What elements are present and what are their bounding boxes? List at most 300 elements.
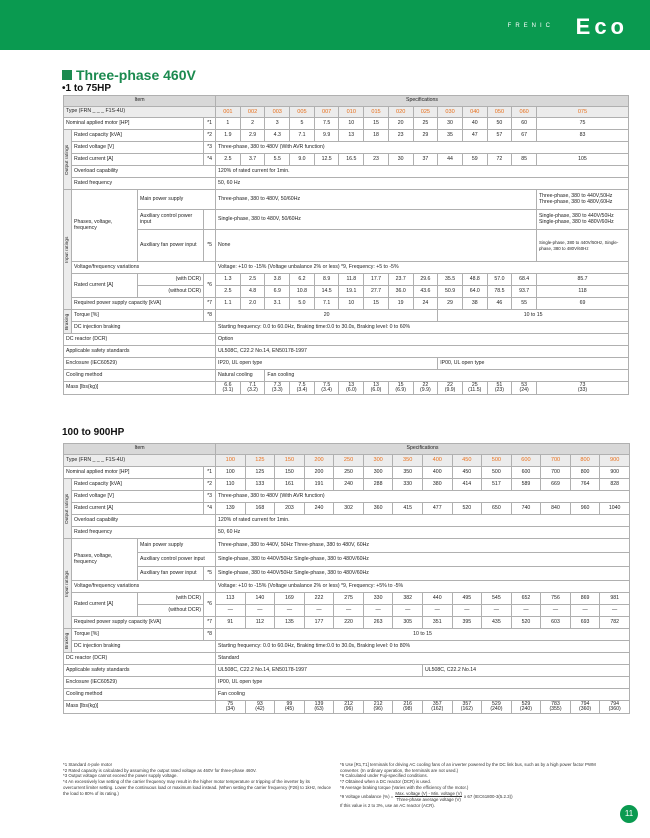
table-cell: Required power supply capacity [kVA] bbox=[72, 298, 204, 310]
output-ratings-label: Output ratings bbox=[64, 130, 72, 190]
table-cell: 3.7 bbox=[240, 154, 265, 166]
table-cell: *7 bbox=[204, 298, 216, 310]
table-cell: 7.5 bbox=[314, 118, 339, 130]
table-cell: 840 bbox=[541, 503, 571, 515]
table-cell: 57.0 bbox=[487, 274, 512, 286]
spec-table-1-75hp bbox=[63, 95, 629, 395]
table-cell: 005 bbox=[290, 107, 315, 118]
table-cell: 85 bbox=[512, 154, 537, 166]
mass-cell: 22 (9.9) bbox=[438, 382, 463, 395]
table-cell: Torque [%] bbox=[72, 629, 204, 641]
table-cell: 93.7 bbox=[512, 286, 537, 298]
table-cell: 25 bbox=[413, 118, 438, 130]
table-cell: 351 bbox=[422, 617, 452, 629]
mass-cell: 75 (34) bbox=[216, 701, 246, 714]
table-cell: 007 bbox=[314, 107, 339, 118]
table-cell: Single-phase, 380 to 440V/50Hz Single-phase, 380 to 480V/60Hz bbox=[216, 553, 630, 567]
mass-cell: 93 (42) bbox=[245, 701, 275, 714]
table-cell: 240 bbox=[304, 503, 334, 515]
table-cell: 5.5 bbox=[265, 154, 290, 166]
table-cell: 250 bbox=[334, 467, 364, 479]
table-cell: 010 bbox=[339, 107, 364, 118]
table-cell: 600 bbox=[511, 467, 541, 479]
table-cell: Rated current [A] bbox=[72, 593, 138, 617]
table-cell: — bbox=[334, 605, 364, 617]
table-cell: Option bbox=[216, 334, 629, 346]
table-cell: 669 bbox=[541, 479, 571, 491]
table-cell: 5 bbox=[290, 118, 315, 130]
table-cell: *2 bbox=[204, 130, 216, 142]
table-cell: DC reactor (DCR) bbox=[64, 334, 216, 346]
table-cell: 23 bbox=[364, 154, 389, 166]
table-cell: 9.0 bbox=[290, 154, 315, 166]
table-cell: 415 bbox=[393, 503, 423, 515]
mass-cell: 7.1 (3.2) bbox=[240, 382, 265, 395]
table-cell: 72 bbox=[487, 154, 512, 166]
table-cell: 350 bbox=[393, 467, 423, 479]
table-cell: 50, 60 Hz bbox=[216, 178, 629, 190]
table-cell: 120% of rated current for 1min. bbox=[216, 166, 629, 178]
table-cell: (without DCR) bbox=[138, 286, 204, 298]
table-cell: *1 bbox=[204, 118, 216, 130]
table-cell: Overload capability bbox=[72, 515, 216, 527]
table-cell: DC injection braking bbox=[72, 641, 216, 653]
input-ratings-label: Input ratings bbox=[64, 190, 72, 310]
table-cell: 981 bbox=[600, 593, 630, 605]
table-cell: Phases, voltage, frequency bbox=[72, 539, 138, 581]
table-cell: Three-phase, 380 to 440V,50Hz Three-phase, 380 to 480V,60Hz bbox=[536, 190, 628, 210]
table-cell: DC injection braking bbox=[72, 322, 216, 334]
table-cell: 29.6 bbox=[413, 274, 438, 286]
table-cell: 4.8 bbox=[240, 286, 265, 298]
table-cell: 125 bbox=[245, 467, 275, 479]
mass-cell: 529 (240) bbox=[482, 701, 512, 714]
table-cell: Phases, voltage, frequency bbox=[72, 190, 138, 262]
table-cell: (without DCR) bbox=[138, 605, 204, 617]
table-cell: — bbox=[600, 605, 630, 617]
table-cell: 125 bbox=[245, 455, 275, 467]
item-header: Item bbox=[64, 96, 216, 107]
table-cell: 20 bbox=[216, 310, 438, 322]
table-cell: Main power supply bbox=[138, 190, 216, 210]
table-cell: 85.7 bbox=[536, 274, 628, 286]
mass-cell: 73 (33) bbox=[536, 382, 628, 395]
table-cell: *2 bbox=[204, 479, 216, 491]
table-cell: 135 bbox=[275, 617, 305, 629]
table-cell: *6 bbox=[204, 274, 216, 298]
table-cell: Voltage/frequency variations bbox=[72, 581, 216, 593]
table-cell: 960 bbox=[570, 503, 600, 515]
table-cell: 001 bbox=[216, 107, 241, 118]
table-cell: 030 bbox=[438, 107, 463, 118]
table-cell: 500 bbox=[482, 455, 512, 467]
table-cell: Natural cooling bbox=[216, 370, 265, 382]
page-title: Three-phase 460V bbox=[62, 67, 196, 83]
table-cell: *5 bbox=[204, 567, 216, 581]
table-cell: 1.3 bbox=[216, 274, 241, 286]
table-cell: 50 bbox=[487, 118, 512, 130]
table-cell: 6.2 bbox=[290, 274, 315, 286]
table-cell: 350 bbox=[393, 455, 423, 467]
table-cell: 545 bbox=[482, 593, 512, 605]
table-cell: Single-phase, 380 to 440V/50Hz Single-phase, 380 to 480V/60Hz bbox=[536, 210, 628, 230]
table-cell: Torque [%] bbox=[72, 310, 204, 322]
table-cell: 20 bbox=[388, 118, 413, 130]
table-cell: 477 bbox=[422, 503, 452, 515]
table-cell: 414 bbox=[452, 479, 482, 491]
table-cell: 800 bbox=[570, 455, 600, 467]
table-cell: 2.5 bbox=[216, 286, 241, 298]
table-cell: Three-phase, 380 to 440V, 50Hz Three-phase, 380 to 480V, 60Hz bbox=[216, 539, 630, 553]
table-cell: Nominal applied motor [HP] bbox=[64, 467, 204, 479]
table-cell: 1 bbox=[216, 118, 241, 130]
table-cell: 380 bbox=[422, 479, 452, 491]
table-cell: Rated capacity [kVA] bbox=[72, 130, 204, 142]
table-cell: Required power supply capacity [kVA] bbox=[72, 617, 204, 629]
type-label: Type (FRN _ _ _ F1S-4U) bbox=[64, 107, 216, 118]
table-cell: 83 bbox=[536, 130, 628, 142]
table-cell: 191 bbox=[304, 479, 334, 491]
table-cell: 57 bbox=[487, 130, 512, 142]
table-cell: 10.8 bbox=[290, 286, 315, 298]
section2-subtitle: 100 to 900HP bbox=[62, 427, 125, 438]
table-cell: 450 bbox=[452, 467, 482, 479]
table-cell: 900 bbox=[600, 455, 630, 467]
table-cell: 400 bbox=[422, 467, 452, 479]
table-cell: 2.5 bbox=[216, 154, 241, 166]
table-cell: 47 bbox=[462, 130, 487, 142]
table-cell: 23.7 bbox=[388, 274, 413, 286]
table-cell: 19.1 bbox=[339, 286, 364, 298]
table-cell: Rated current [A] bbox=[72, 503, 204, 515]
table-cell: Enclosure (IEC60529) bbox=[64, 358, 216, 370]
table-cell: 782 bbox=[600, 617, 630, 629]
table-cell: 305 bbox=[393, 617, 423, 629]
table-cell: 140 bbox=[245, 593, 275, 605]
table-cell: 133 bbox=[245, 479, 275, 491]
table-cell: 118 bbox=[536, 286, 628, 298]
table-cell: 169 bbox=[275, 593, 305, 605]
table-cell: Type (FRN _ _ _ F1S-4U) bbox=[64, 455, 216, 467]
table-cell: 35 bbox=[438, 130, 463, 142]
table-cell: 435 bbox=[482, 617, 512, 629]
table-cell: *1 bbox=[204, 467, 216, 479]
table-cell: IP00, UL open type bbox=[216, 677, 630, 689]
table-cell: *5 bbox=[204, 230, 216, 262]
table-cell: 40 bbox=[462, 118, 487, 130]
table-cell: (with DCR) bbox=[138, 593, 204, 605]
table-cell: Applicable safety standards bbox=[64, 665, 216, 677]
table-cell: 55 bbox=[512, 298, 537, 310]
table-cell: UL508C, C22.2 No.14, EN50178-1997 bbox=[216, 665, 423, 677]
table-cell: 177 bbox=[304, 617, 334, 629]
table-cell: — bbox=[422, 605, 452, 617]
table-cell: *8 bbox=[204, 629, 216, 641]
mass-cell: 15 (6.9) bbox=[388, 382, 413, 395]
table-cell: *3 bbox=[204, 491, 216, 503]
table-cell: (with DCR) bbox=[138, 274, 204, 286]
table-cell: Specifications bbox=[216, 444, 630, 455]
table-cell: 330 bbox=[363, 593, 393, 605]
table-cell: 13 bbox=[339, 130, 364, 142]
table-cell: 395 bbox=[452, 617, 482, 629]
table-cell: 275 bbox=[334, 593, 364, 605]
table-cell: 050 bbox=[487, 107, 512, 118]
table-cell: 1040 bbox=[600, 503, 630, 515]
mass-cell: 357 (162) bbox=[422, 701, 452, 714]
table-cell: 91 bbox=[216, 617, 246, 629]
table-cell: None bbox=[216, 230, 537, 262]
table-cell: 200 bbox=[304, 467, 334, 479]
table-cell: 27.7 bbox=[364, 286, 389, 298]
table-cell: 7.1 bbox=[314, 298, 339, 310]
table-cell: 900 bbox=[600, 467, 630, 479]
table-cell: 139 bbox=[216, 503, 246, 515]
table-cell: 150 bbox=[275, 467, 305, 479]
table-cell: Input ratings bbox=[64, 539, 72, 629]
mass-cell: 51 (23) bbox=[487, 382, 512, 395]
table-cell: DC reactor (DCR) bbox=[64, 653, 216, 665]
mass-cell: 7.5 (3.4) bbox=[314, 382, 339, 395]
page-number: 11 bbox=[620, 805, 638, 823]
table-cell: 23 bbox=[388, 130, 413, 142]
section1-subtitle: •1 to 75HP bbox=[62, 83, 112, 94]
table-cell: — bbox=[245, 605, 275, 617]
table-cell: 360 bbox=[363, 503, 393, 515]
table-cell: 015 bbox=[364, 107, 389, 118]
table-cell: 5.0 bbox=[290, 298, 315, 310]
mass-cell: 7.5 (3.4) bbox=[290, 382, 315, 395]
table-cell: 693 bbox=[570, 617, 600, 629]
table-cell: *4 bbox=[204, 154, 216, 166]
brand-logo: Eco bbox=[575, 14, 628, 39]
table-cell: Rated frequency bbox=[72, 178, 216, 190]
table-cell: 24 bbox=[413, 298, 438, 310]
table-cell: 50, 60 Hz bbox=[216, 527, 630, 539]
table-cell: 220 bbox=[334, 617, 364, 629]
mass-cell: 13 (6.0) bbox=[364, 382, 389, 395]
table-cell: Auxiliary fan power input bbox=[138, 567, 204, 581]
table-cell: Voltage/frequency variations bbox=[72, 262, 216, 274]
mass-cell: 99 (45) bbox=[275, 701, 305, 714]
table-cell: 46 bbox=[487, 298, 512, 310]
mass-cell: 357 (162) bbox=[452, 701, 482, 714]
table-cell: Three-phase, 380 to 480V, 50/60Hz bbox=[216, 190, 537, 210]
mass-cell: 139 (63) bbox=[304, 701, 334, 714]
footnotes-left: *1 Standard 4-pole motor *2 Rated capacity is calculated by assuming the output rated voltage as 460V for three-phase 460V. *3 Output voltage cannot exceed the power supply voltage. *4 An excessively low setting of the carrier frequency may result in the higher motor temperature or tripping of the inverter by its overcurrent limiter setting. Lower the continuous load or maximum load instead. (When setting the carrier frequency (F26) to 1kHz, reduce the load to 80% of its rating.) bbox=[63, 762, 331, 796]
table-cell: — bbox=[570, 605, 600, 617]
table-cell: 168 bbox=[245, 503, 275, 515]
mass-cell: 22 (9.9) bbox=[413, 382, 438, 395]
table-cell: 600 bbox=[511, 455, 541, 467]
table-cell: Main power supply bbox=[138, 539, 216, 553]
table-cell: 060 bbox=[512, 107, 537, 118]
table-cell: 12.5 bbox=[314, 154, 339, 166]
table-cell: 17.7 bbox=[364, 274, 389, 286]
table-cell: 67 bbox=[512, 130, 537, 142]
table-cell: 11.8 bbox=[339, 274, 364, 286]
table-cell: 100 bbox=[216, 455, 246, 467]
table-cell: 440 bbox=[422, 593, 452, 605]
table-cell: 302 bbox=[334, 503, 364, 515]
table-cell: Fan cooling bbox=[265, 370, 629, 382]
table-cell: 29 bbox=[438, 298, 463, 310]
table-cell: — bbox=[304, 605, 334, 617]
table-cell: Mass [lbs(kg)] bbox=[64, 701, 216, 714]
footnotes-right: *5 Use [R1,T1] terminals for driving AC cooling fans of an inverter powered by the DC link bus, such as by a high power factor PWM converter. (In ordinary operation, the terminals are not used.) *6 Calculated under Fuji-specified conditions. *7 Obtained when a DC reactor (DCR) is used. *8 Average braking torque (Varies with the efficiency of the motor.) *9 Voltage unbalance (%) = Max. voltage (V) - Min. voltage (V) Three-phase average voltage (V) x 67 (IEC61800-3(5.2.3)) If this value is 2 to 3%, use an AC reactor (ACR). bbox=[340, 762, 596, 809]
table-cell: 700 bbox=[541, 455, 571, 467]
table-cell: 19 bbox=[388, 298, 413, 310]
table-cell: 300 bbox=[363, 467, 393, 479]
table-cell: Auxiliary fan power input bbox=[138, 230, 204, 262]
spec-table-100-900hp bbox=[63, 443, 630, 714]
table-cell: IP20, UL open type bbox=[216, 358, 438, 370]
table-cell: 15 bbox=[364, 298, 389, 310]
table-cell: 37 bbox=[413, 154, 438, 166]
table-cell: Standard bbox=[216, 653, 630, 665]
table-cell: Auxiliary control power input bbox=[138, 553, 216, 567]
table-cell: 756 bbox=[541, 593, 571, 605]
table-cell: 100 bbox=[216, 467, 246, 479]
table-cell: 10 bbox=[339, 298, 364, 310]
table-cell: — bbox=[482, 605, 512, 617]
motor-label: Nominal applied motor [HP] bbox=[64, 118, 204, 130]
table-cell: 2.5 bbox=[240, 274, 265, 286]
table-cell: 14.5 bbox=[314, 286, 339, 298]
table-cell: 003 bbox=[265, 107, 290, 118]
table-cell: 36.0 bbox=[388, 286, 413, 298]
table-cell: Fan cooling bbox=[216, 689, 630, 701]
table-cell: *3 bbox=[204, 142, 216, 154]
table-cell: 250 bbox=[334, 455, 364, 467]
table-cell: Rated current [A] bbox=[72, 274, 138, 298]
mass-cell: 7.3 (3.3) bbox=[265, 382, 290, 395]
table-cell: Single-phase, 380 to 440V/50Hz Single-phase, 380 to 480V/60Hz bbox=[216, 567, 630, 581]
table-cell: 2.0 bbox=[240, 298, 265, 310]
table-cell: Cooling method bbox=[64, 370, 216, 382]
table-cell: 382 bbox=[393, 593, 423, 605]
table-cell: Starting frequency: 0.0 to 60.0Hz, Braking time:0.0 to 30.0s, Braking level: 0 to 60% bbox=[216, 322, 629, 334]
table-cell: IP00, UL open type bbox=[438, 358, 629, 370]
table-cell: 203 bbox=[275, 503, 305, 515]
table-cell: 9.9 bbox=[314, 130, 339, 142]
table-cell: *8 bbox=[204, 310, 216, 322]
table-cell: — bbox=[452, 605, 482, 617]
table-cell: 200 bbox=[304, 455, 334, 467]
table-cell: 8.9 bbox=[314, 274, 339, 286]
table-cell: 6.9 bbox=[265, 286, 290, 298]
table-cell: 300 bbox=[363, 455, 393, 467]
table-cell: 520 bbox=[511, 617, 541, 629]
table-cell: Rated voltage [V] bbox=[72, 142, 204, 154]
table-cell: 29 bbox=[413, 130, 438, 142]
table-cell: Three-phase, 380 to 480V (With AVR function) bbox=[216, 142, 629, 154]
table-cell: 2.9 bbox=[240, 130, 265, 142]
table-cell: Single-phase, 380 to 480V, 50/60Hz bbox=[216, 210, 537, 230]
table-cell: 1.1 bbox=[216, 298, 241, 310]
table-cell: — bbox=[511, 605, 541, 617]
table-cell: 10 bbox=[339, 118, 364, 130]
table-cell: Rated frequency bbox=[72, 527, 216, 539]
table-cell: 517 bbox=[482, 479, 512, 491]
table-cell: Braking bbox=[64, 629, 72, 653]
table-cell: 44 bbox=[438, 154, 463, 166]
brand-small: FRENIC bbox=[507, 23, 554, 29]
table-cell: 50.9 bbox=[438, 286, 463, 298]
table-cell bbox=[204, 210, 216, 230]
table-cell: 18 bbox=[364, 130, 389, 142]
table-cell: 60 bbox=[512, 118, 537, 130]
table-cell: 520 bbox=[452, 503, 482, 515]
table-cell: Enclosure (IEC60529) bbox=[64, 677, 216, 689]
table-cell: 68.4 bbox=[512, 274, 537, 286]
table-cell: 64.0 bbox=[462, 286, 487, 298]
mass-cell: 794 (360) bbox=[600, 701, 630, 714]
table-cell: 2 bbox=[240, 118, 265, 130]
table-cell: 828 bbox=[600, 479, 630, 491]
table-cell: Cooling method bbox=[64, 689, 216, 701]
mass-cell: 216 (98) bbox=[393, 701, 423, 714]
table-cell: — bbox=[541, 605, 571, 617]
table-cell: 15 bbox=[364, 118, 389, 130]
mass-cell: 25 (11.5) bbox=[462, 382, 487, 395]
table-cell: 400 bbox=[422, 455, 452, 467]
table-cell: 10 to 15 bbox=[216, 629, 630, 641]
table-cell: Auxiliary control power input bbox=[138, 210, 204, 230]
table-cell: 150 bbox=[275, 455, 305, 467]
table-cell: 35.5 bbox=[438, 274, 463, 286]
table-cell: UL508C, C22.2 No.14, EN50178-1997 bbox=[216, 346, 629, 358]
table-cell: 330 bbox=[393, 479, 423, 491]
table-cell: 500 bbox=[482, 467, 512, 479]
table-cell: 30 bbox=[388, 154, 413, 166]
mass-cell: 529 (240) bbox=[511, 701, 541, 714]
table-cell: *6 bbox=[204, 593, 216, 617]
table-cell: 800 bbox=[570, 467, 600, 479]
table-cell: 69 bbox=[536, 298, 628, 310]
table-cell: 43.6 bbox=[413, 286, 438, 298]
table-cell: 650 bbox=[482, 503, 512, 515]
table-cell: 78.5 bbox=[487, 286, 512, 298]
table-cell: Single-phase, 380 to 440V/50Hz, Single-phase, 380 to 480V/60Hz bbox=[536, 230, 628, 262]
table-cell: 1.9 bbox=[216, 130, 241, 142]
table-cell: 3.8 bbox=[265, 274, 290, 286]
table-cell: 120% of rated current for 1min. bbox=[216, 515, 630, 527]
header-banner bbox=[0, 0, 650, 50]
mass-cell: 783 (355) bbox=[541, 701, 571, 714]
table-cell: 589 bbox=[511, 479, 541, 491]
table-cell: 3 bbox=[265, 118, 290, 130]
table-cell: 025 bbox=[413, 107, 438, 118]
table-cell: 75 bbox=[536, 118, 628, 130]
mass-cell: 794 (360) bbox=[570, 701, 600, 714]
table-cell: 495 bbox=[452, 593, 482, 605]
table-cell: 869 bbox=[570, 593, 600, 605]
table-cell: Rated current [A] bbox=[72, 154, 204, 166]
table-cell: — bbox=[275, 605, 305, 617]
table-cell: 105 bbox=[536, 154, 628, 166]
table-cell: 222 bbox=[304, 593, 334, 605]
table-cell: 16.5 bbox=[339, 154, 364, 166]
mass-cell: 212 (96) bbox=[363, 701, 393, 714]
square-bullet-icon bbox=[62, 70, 72, 80]
table-cell: 652 bbox=[511, 593, 541, 605]
table-cell: Item bbox=[64, 444, 216, 455]
table-cell: Starting frequency: 0.0 to 60.0Hz, Braking time:0.0 to 30.0s, Braking level: 0 to 80% bbox=[216, 641, 630, 653]
table-cell: 075 bbox=[536, 107, 628, 118]
table-cell: 700 bbox=[541, 467, 571, 479]
table-cell: — bbox=[363, 605, 393, 617]
